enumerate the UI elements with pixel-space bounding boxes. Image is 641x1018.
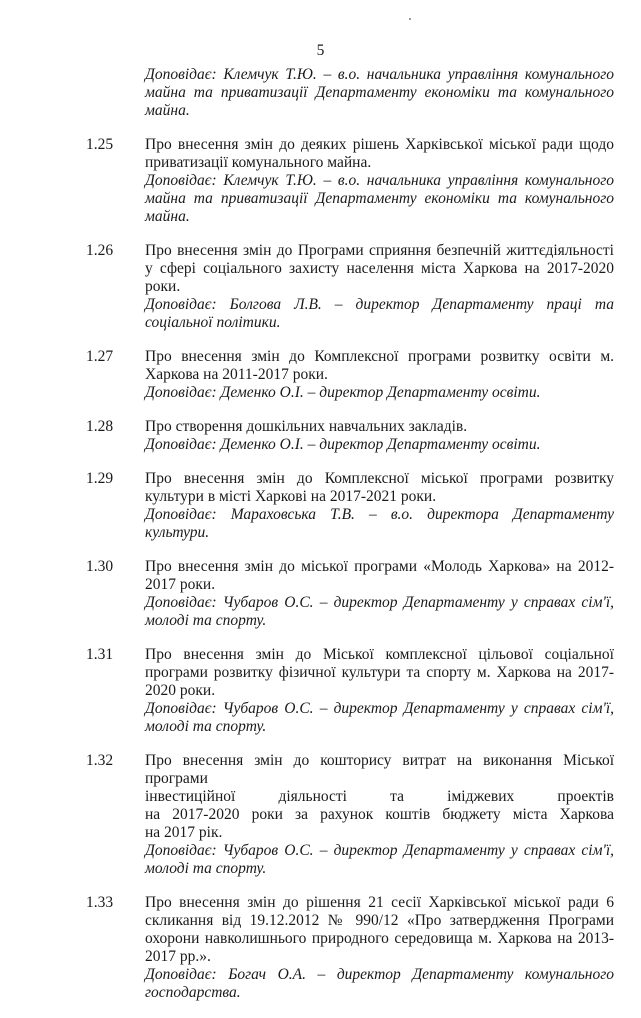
item-title: Про внесення змін до рішення 21 сесії Харківської міської ради 6 скликання від 19.12.2012 № 990/12 «Про затвердження Програми охорони навколишнього природного середовища м. Харкова на 2013-2017 рр.». [145,894,614,965]
item-title: Про внесення змін до Програми сприяння безпечній життєдіяльності у сфері соціального захисту населення міста Харкова на 2017-2020 роки. [145,242,614,295]
item-number: 1.27 [86,348,114,365]
agenda-item-1-25 [86,136,614,226]
item-number: 1.32 [86,752,114,769]
item-title: Про створення дошкільних навчальних закладів. [145,418,468,435]
item-title: Про внесення змін до міської програми «Молодь Харкова» на 2012-2017 роки. [145,558,614,593]
speaker-line: Доповідає: Чубаров О.С. – директор Департаменту у справах сім'ї, молоді та спорту. [145,842,614,877]
item-title [145,752,614,842]
agenda-item-body [145,470,614,542]
agenda-item-body [145,136,614,226]
item-number: 1.33 [86,894,114,911]
page-number: 5 [316,42,325,59]
agenda-item-1-31 [86,646,614,736]
speaker-line: Доповідає: Богач О.А. – директор Департаменту комунального господарства. [145,966,614,1001]
scan-speck [409,18,411,20]
agenda-item-1-33 [86,894,614,1002]
speaker-line: Доповідає: Клемчук Т.Ю. – в.о. начальника управління комунального майна та приватизації Департаменту економіки та комунального майна. [145,172,614,225]
agenda-item-continuation [86,66,614,120]
item-title: Про внесення змін до Комплексної програми розвитку освіти м. Харкова на 2011-2017 роки. [145,348,614,383]
item-number: 1.28 [86,418,114,435]
item-title: Про внесення змін до деяких рішень Харківської міської ради щодо приватизації комунального майна. [145,136,614,171]
agenda-item-body [145,418,614,454]
agenda-item-1-32 [86,752,614,878]
item-number: 1.26 [86,242,114,259]
item-number: 1.31 [86,646,114,663]
item-title-line: на 2017 рік. [145,824,223,841]
speaker-line: Доповідає: Болгова Л.В. – директор Департаменту праці та соціальної політики. [145,296,614,331]
speaker-line: Доповідає: Чубаров О.С. – директор Департаменту у справах сім'ї, молоді та спорту. [145,700,614,735]
agenda-list [86,66,614,1018]
item-number: 1.30 [86,558,114,575]
agenda-item-body [145,646,614,736]
speaker-line: Доповідає: Деменко О.І. – директор Департаменту освіти. [145,436,541,453]
item-title-line: інвестиційної діяльності та іміджевих проектів [145,788,614,805]
agenda-item-body [145,894,614,1002]
agenda-item-1-26 [86,242,614,332]
item-title-line: Про внесення змін до кошторису витрат на виконання Міської програми [145,752,614,787]
item-number: 1.25 [86,136,114,153]
speaker-line: Доповідає: Чубаров О.С. – директор Департаменту у справах сім'ї, молоді та спорту. [145,594,614,629]
item-title: Про внесення змін до Комплексної міської програми розвитку культури в місті Харкові на 2017-2021 роки. [145,470,614,505]
agenda-item-body [145,752,614,878]
speaker-line: Доповідає: Клемчук Т.Ю. – в.о. начальника управління комунального майна та приватизації Департаменту економіки та комунального майна. [145,66,614,119]
agenda-item-1-27 [86,348,614,402]
agenda-item-body [145,66,614,120]
agenda-item-1-28 [86,418,614,454]
item-title: Про внесення змін до Міської комплексної цільової соціальної програми розвитку фізичної культури та спорту м. Харкова на 2017-2020 роки. [145,646,614,699]
agenda-item-body [145,348,614,402]
item-title-line: на 2017-2020 роки за рахунок коштів бюджету міста Харкова [145,806,614,823]
speaker-line: Доповідає: Деменко О.І. – директор Департаменту освіти. [145,384,541,401]
item-number: 1.29 [86,470,114,487]
speaker-line: Доповідає: Мараховська Т.В. – в.о. директора Департаменту культури. [145,506,614,541]
agenda-item-1-30 [86,558,614,630]
agenda-item-body [145,558,614,630]
agenda-item-body [145,242,614,332]
agenda-item-1-29 [86,470,614,542]
